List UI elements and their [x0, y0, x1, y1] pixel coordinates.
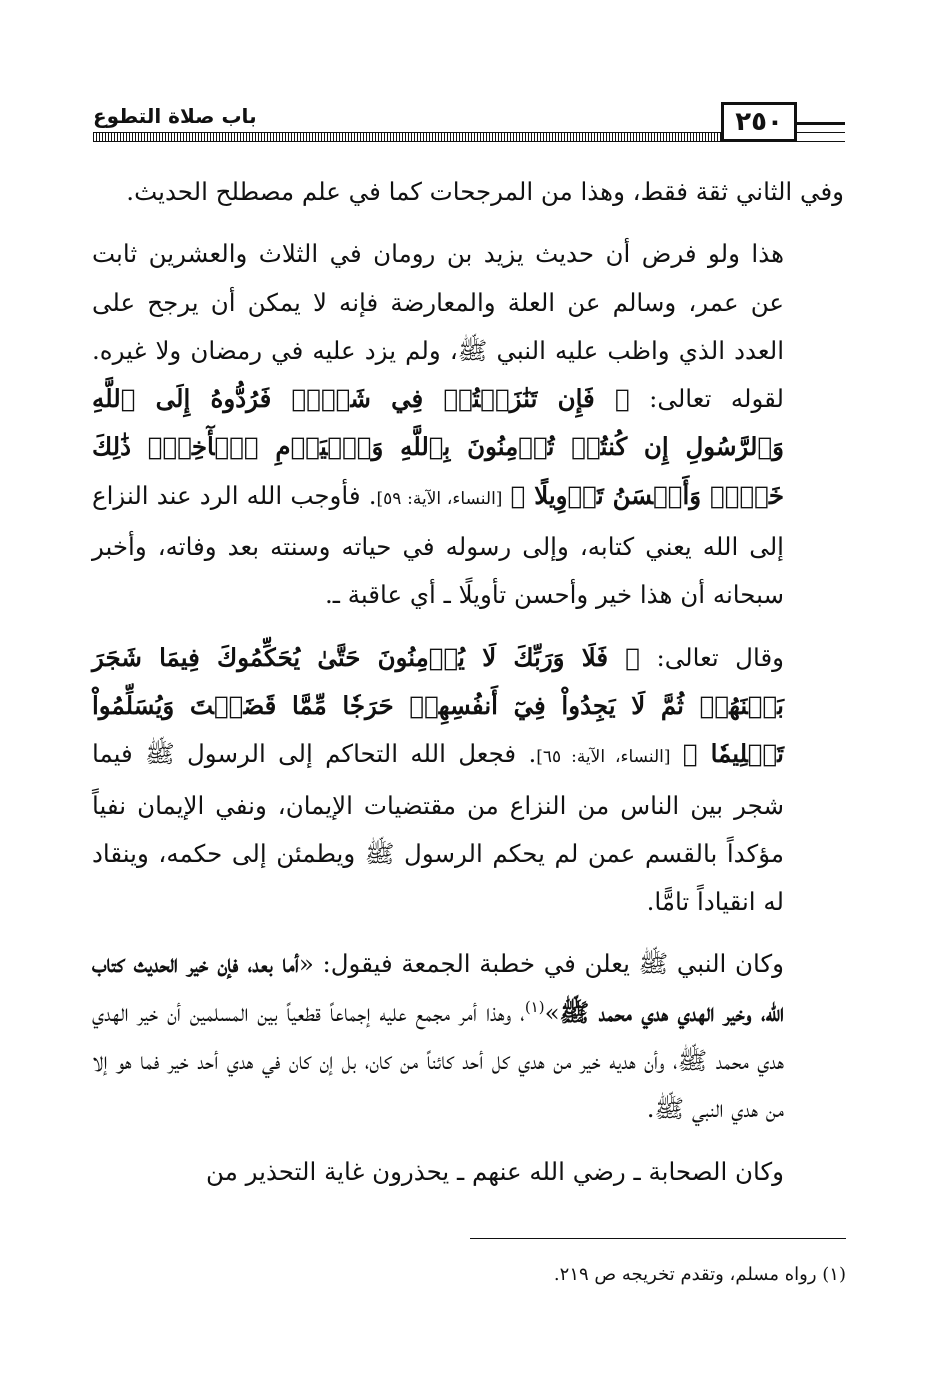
main-text: [92, 168, 844, 1196]
paragraph-text: وكان الصحابة ـ رضي الله عنهم ـ يحذرون غاية التحذير من: [206, 1156, 784, 1186]
paragraph-text: وكان النبي ﷺ يعلن في خطبة الجمعة فيقول: «: [298, 949, 784, 979]
header-rule-bottom: [797, 132, 845, 142]
paragraph-text: »: [544, 997, 560, 1027]
paragraph: [92, 634, 844, 927]
paragraph: [92, 940, 844, 1133]
page-header: [93, 98, 845, 150]
paragraph-text: . فأوجب الله الرد عند النزاع إلى الله يعني كتابه، وإلى رسوله في حياته وسنته بعد وفاته، وأخبر سبحانه أن هذا خير وأحسن تأويلًا ـ أي عاقبة ـ.: [92, 480, 784, 610]
paragraph-text: وقال تعالى:: [639, 642, 784, 672]
paragraph-text: ، وهذا أمر مجمع عليه إجماعاً قطعياً بين المسلمين أن خير الهدي هدي محمد ﷺ، وأن هديه خير من هدي كل أحد كائناً من كان، بل إن كان في هدي أحد خير فما هو إلا من هدي النبي ﷺ.: [92, 997, 784, 1124]
paragraph-text: وفي الثاني ثقة فقط، وهذا من المرجحات كما في علم مصطلح الحديث.: [126, 177, 844, 206]
paragraph: [92, 168, 844, 216]
paragraph-text: . فجعل الله التحاكم إلى الرسول ﷺ فيما شجر بين الناس من النزاع من مقتضيات الإيمان، ونفي الإيمان نفياً مؤكداً بالقسم عمن لم يحكم الرسول ﷺ ويطمئن إلى حكمه، وينقاد له انقياداً تامًّا.: [92, 739, 784, 917]
paragraph: [92, 230, 844, 619]
paragraph-text: هذا ولو فرض أن حديث يزيد بن رومان في الثلاث والعشرين ثابت عن عمر، وسالم عن العلة والمعارضة فإنه لا يمكن أن يرجح على العدد الذي واظب عليه النبي ﷺ، ولم يزد عليه في رمضان ولا غيره. لقوله تعالى:: [92, 239, 784, 414]
hadith-quote: أما بعد، فإن خير الحديث كتاب الله، وخير الهدي هدي محمد ﷺ: [92, 949, 784, 1027]
footnote-divider: [470, 1238, 846, 1239]
paragraph: [92, 1148, 844, 1196]
footnote-marker: (١): [524, 997, 545, 1016]
footnote: (١) رواه مسلم، وتقدم تخريجه ص ٢١٩.: [553, 1264, 846, 1285]
header-hatched-rule: [93, 132, 728, 142]
verse-reference: [النساء، الآية: ٦٥]: [536, 747, 671, 768]
chapter-title: باب صلاة التطوع: [93, 104, 257, 128]
quran-verse: ﴿ فَلَا وَرَبِّكَ لَا يُؤۡمِنُونَ حَتَّىٰ يُحَكِّمُوكَ فِيمَا شَجَرَ بَيۡنَهُمۡ ثُمَّ لَا يَجِدُواْ فِيٓ أَنفُسِهِمۡ حَرَجٗا مِّمَّا قَضَيۡتَ وَيُسَلِّمُواْ تَسۡلِيمٗا ﴾: [92, 642, 785, 769]
verse-reference: [النساء، الآية: ٥٩]: [376, 488, 503, 509]
page-number: ٢٥٠: [721, 102, 797, 142]
header-rule-top: [797, 122, 845, 125]
quran-verse: ﴿ فَإِن تَنَٰزَعۡتُمۡ فِي شَيۡءٖ فَرُدُّوهُ إِلَى ٱللَّهِ وَٱلرَّسُولِ إِن كُنتُمۡ تُؤۡمِنُونَ بِٱللَّهِ وَٱلۡيَوۡمِ ٱلۡأٓخِرِۚ ذَٰلِكَ خَيۡرٞ وَأَحۡسَنُ تَأۡوِيلًا ﴾: [92, 384, 784, 510]
